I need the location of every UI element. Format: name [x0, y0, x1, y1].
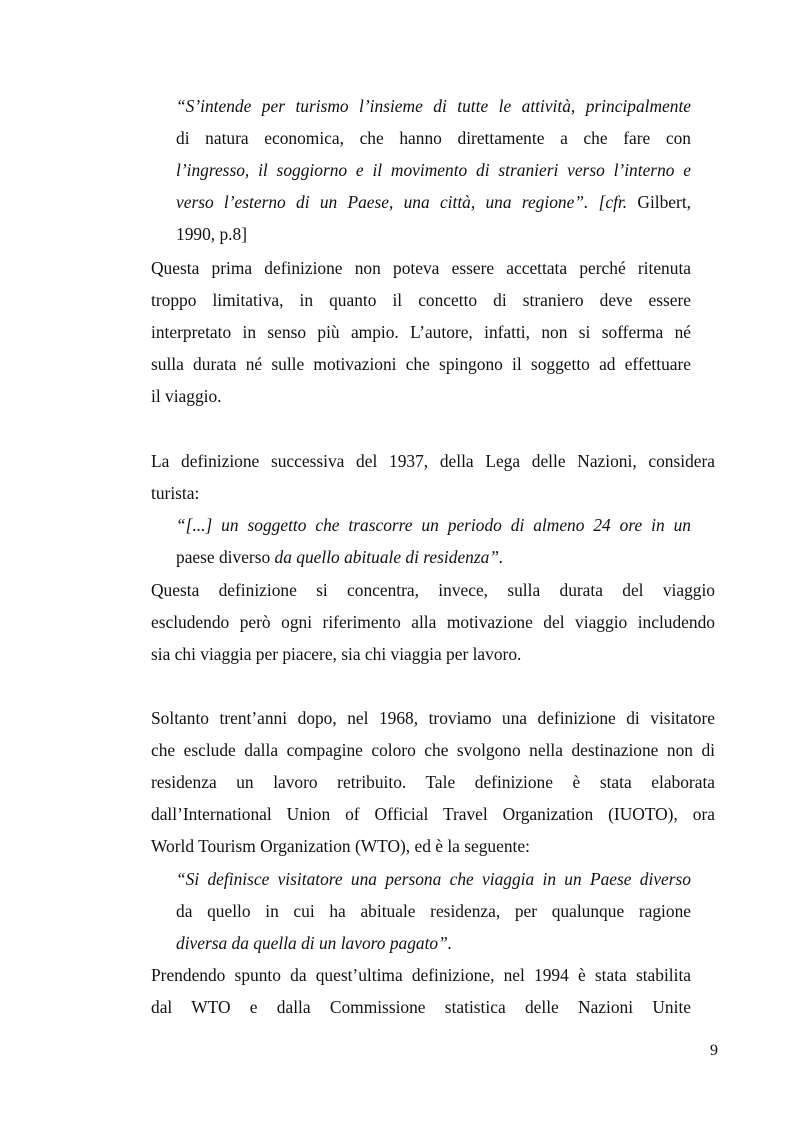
para-5-line-1: Prendendo spunto da quest’ultima definizione, nel 1994 è stata stabilita — [151, 965, 691, 985]
quote-3-line-1: “Si definisce visitatore una persona che viaggia in un Paese diverso — [176, 869, 691, 889]
para-1-line-5: il viaggio. — [151, 386, 222, 406]
quote-2-line-2 — [176, 546, 691, 568]
quote-1-line-1: “S’intende per turismo l’insieme di tutte le attività, principalmente — [176, 96, 691, 116]
para-3-line-3: sia chi viaggia per piacere, sia chi viaggia per lavoro. — [151, 644, 522, 664]
para-2-line-1: La definizione successiva del 1937, della Lega delle Nazioni, considera — [151, 451, 715, 471]
para-1-line-2: troppo limitativa, in quanto il concetto di straniero deve essere — [151, 290, 691, 310]
quote-1-line-3: l’ingresso, il soggiorno e il movimento di stranieri verso l’interno e — [176, 160, 691, 180]
quote-1-line-4-italic: verso l’esterno di un Paese, una città, una regione”. [cfr. — [176, 192, 628, 212]
para-4-line-2: che esclude dalla compagine coloro che svolgono nella destinazione non di — [151, 740, 715, 760]
quote-1-line-4-roman: Gilbert, — [637, 192, 691, 212]
quote-1-line-4 — [176, 191, 691, 213]
para-1-line-1: Questa prima definizione non poteva essere accettata perché ritenuta — [151, 258, 691, 278]
quote-1-line-2: di natura economica, che hanno direttamente a che fare con — [176, 128, 691, 148]
para-4-line-5: World Tourism Organization (WTO), ed è la seguente: — [151, 836, 530, 856]
quote-1-line-5: 1990, p.8] — [176, 224, 248, 244]
para-4-line-1: Soltanto trent’anni dopo, nel 1968, troviamo una definizione di visitatore — [151, 708, 715, 728]
quote-3-line-2: da quello in cui ha abituale residenza, per qualunque ragione — [176, 901, 691, 921]
para-1-line-3: interpretato in senso più ampio. L’autore, infatti, non si sofferma né — [151, 322, 691, 342]
quote-2-line-2-roman: paese diverso — [176, 547, 271, 567]
page-number: 9 — [710, 1042, 718, 1059]
para-2-line-2: turista: — [151, 483, 200, 503]
para-3-line-1: Questa definizione si concentra, invece, sulla durata del viaggio — [151, 580, 715, 600]
quote-2-line-2-italic: da quello abituale di residenza”. — [274, 547, 504, 567]
para-5-line-2: dal WTO e dalla Commissione statistica delle Nazioni Unite — [151, 997, 691, 1017]
para-4-line-3: residenza un lavoro retribuito. Tale definizione è stata elaborata — [151, 772, 715, 792]
para-1-line-4: sulla durata né sulle motivazioni che spingono il soggetto ad effettuare — [151, 354, 691, 374]
para-3-line-2: escludendo però ogni riferimento alla motivazione del viaggio includendo — [151, 612, 715, 632]
quote-3-line-3: diversa da quella di un lavoro pagato”. — [176, 933, 453, 953]
para-4-line-4: dall’International Union of Official Travel Organization (IUOTO), ora — [151, 804, 715, 824]
quote-2-line-1: “[...] un soggetto che trascorre un periodo di almeno 24 ore in un — [176, 515, 691, 535]
